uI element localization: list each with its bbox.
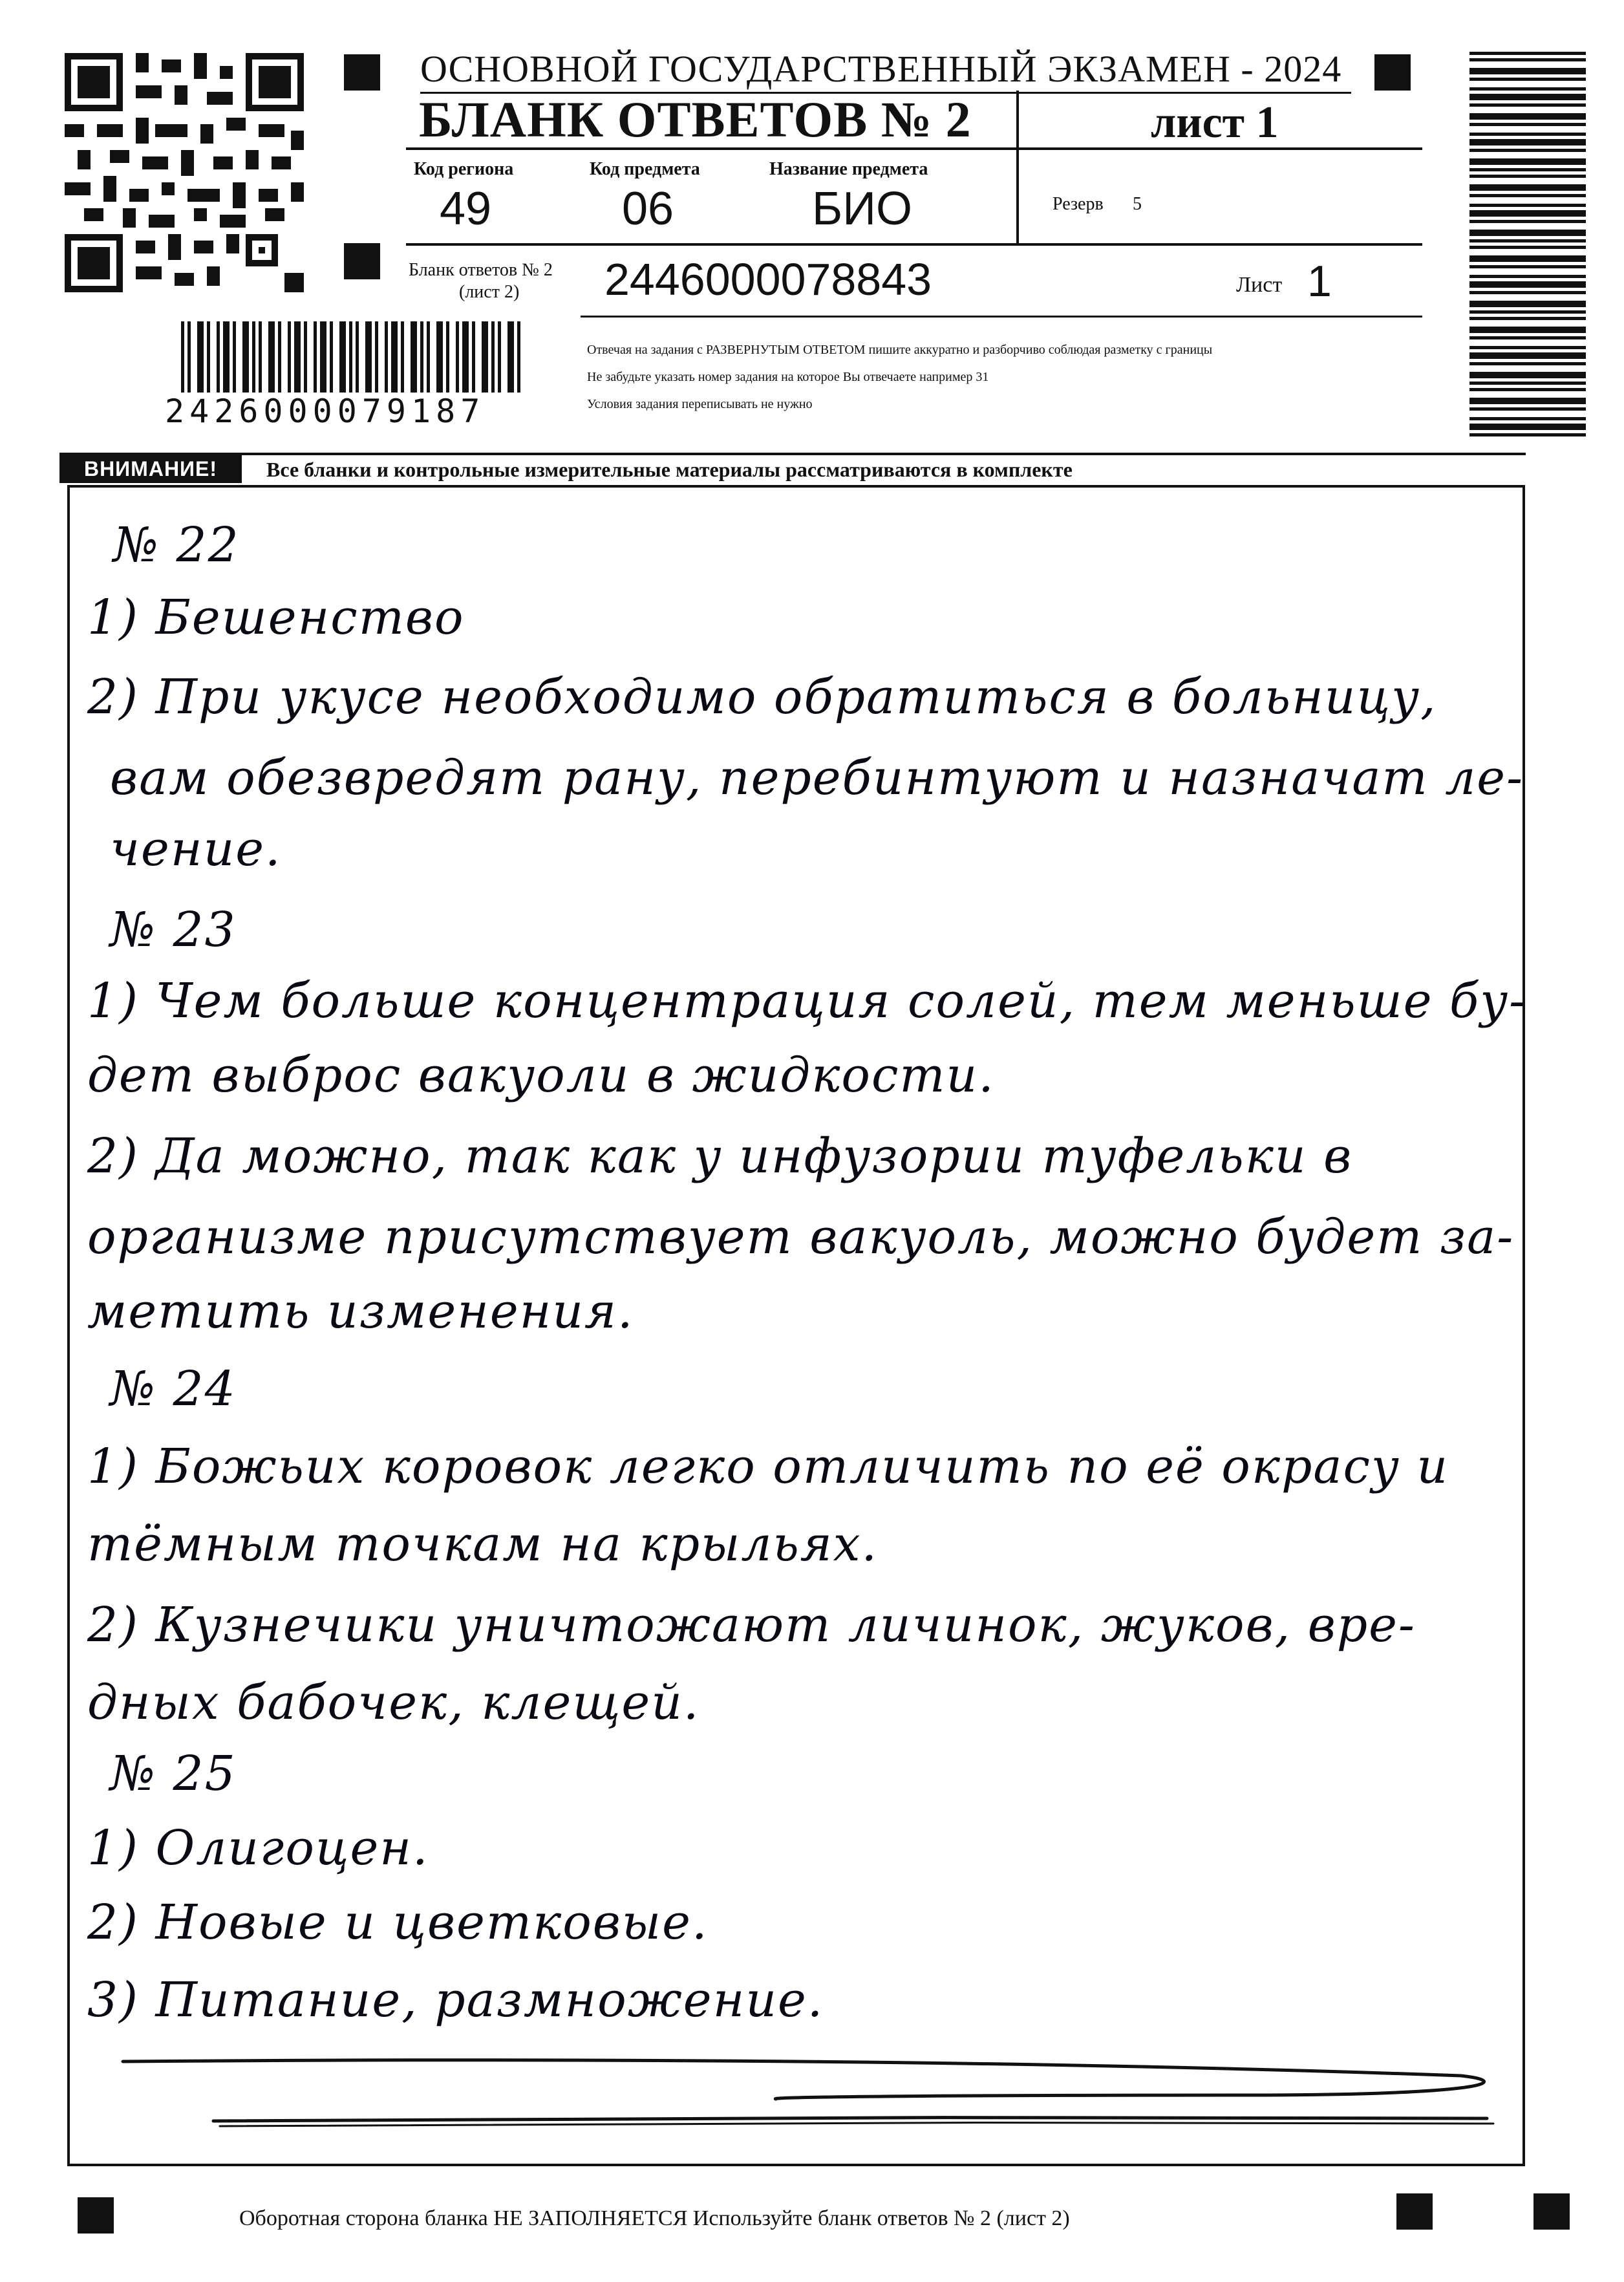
form-label-line1: Бланк ответов № 2 (409, 260, 553, 280)
header-rule-1 (406, 147, 1422, 150)
answer-line: № 22 (113, 517, 240, 573)
sheet-value: 1 (1307, 257, 1332, 306)
answer-line: 2) Новые и цветковые. (87, 1895, 709, 1950)
subject-name-value: БИО (812, 183, 913, 235)
sheet-label: Лист (1236, 273, 1283, 297)
exam-title: ОСНОВНОЙ ГОСУДАРСТВЕННЫЙ ЭКЗАМЕН - 2024 (420, 47, 1351, 94)
answer-line: № 24 (110, 1361, 237, 1417)
registration-mark-top-right (1374, 54, 1411, 91)
barcode-number: 2426000079187 (165, 393, 540, 430)
registration-mark-bottom-left (78, 2197, 114, 2234)
answer-line: метить изменения. (87, 1284, 634, 1339)
answer-line: 1) Олигоцен. (87, 1820, 429, 1876)
registration-mark-top-left (344, 54, 380, 91)
reserve-value: 5 (1133, 194, 1142, 214)
header-rule-3 (581, 316, 1422, 318)
answer-line: дет выброс вакуоли в жидкости. (87, 1048, 995, 1103)
closing-pen-stroke (116, 2056, 1506, 2140)
answer-line: 1) Бешенство (87, 590, 465, 645)
form-title: БЛАНК ОТВЕТОВ № 2 (419, 91, 972, 147)
region-value: 49 (440, 183, 492, 235)
answer-line: чение. (110, 821, 282, 877)
qr-code (65, 53, 304, 292)
answer-line: 1) Чем больше концентрация солей, тем меньше бу- (87, 973, 1527, 1029)
answer-line: 2) При укусе необходимо обратиться в больницу, (87, 669, 1437, 725)
footer-note: Оборотная сторона бланка НЕ ЗАПОЛНЯЕТСЯ Используйте бланк ответов № 2 (лист 2) (239, 2206, 1070, 2230)
attention-badge: ВНИМАНИЕ! (59, 455, 242, 483)
sheet-title: лист 1 (1151, 98, 1279, 147)
instruction-line-2: Не забудьте указать номер задания на которое Вы отвечаете например 31 (587, 370, 989, 384)
answer-line: организме присутствует вакуоль, можно будет за- (87, 1209, 1515, 1265)
registration-mark-mid-left (344, 243, 380, 279)
registration-mark-bottom-right-2 (1533, 2193, 1570, 2230)
header-divider (1016, 91, 1019, 244)
answer-line: дных бабочек, клещей. (87, 1675, 700, 1730)
attention-text: Все бланки и контрольные измерительные материалы рассматриваются в комплекте (266, 458, 1073, 481)
answer-line: 3) Питание, размножение. (87, 1972, 824, 2028)
subject-name-label: Название предмета (769, 159, 928, 179)
form-label-line2: (лист 2) (459, 282, 520, 302)
subject-code-label: Код предмета (590, 159, 700, 179)
answer-line: 2) Да можно, так как у инфузории туфельки в (87, 1128, 1353, 1184)
header-rule-2 (406, 243, 1422, 246)
answer-line: вам обезвредят рану, перебинтуют и назначат ле- (110, 750, 1524, 806)
answer-line: № 23 (110, 902, 237, 958)
answer-line: 1) Божьих коровок легко отличить по её окрасу и (87, 1439, 1449, 1494)
answer-line: № 25 (110, 1746, 237, 1802)
barcode-vertical (1469, 52, 1586, 436)
answer-line: 2) Кузнечики уничтожают личинок, жуков, вре- (87, 1597, 1416, 1653)
region-label: Код региона (414, 159, 514, 179)
registration-mark-bottom-right-1 (1396, 2193, 1433, 2230)
reserve-label: Резерв (1052, 194, 1104, 214)
instruction-line-1: Отвечая на задания с РАЗВЕРНУТЫМ ОТВЕТОМ пишите аккуратно и разборчиво соблюдая разметку с границы (587, 343, 1213, 357)
form-number: 2446000078843 (604, 254, 932, 305)
instruction-line-3: Условия задания переписывать не нужно (587, 397, 813, 411)
subject-code-value: 06 (622, 183, 674, 235)
answer-line: тёмным точкам на крыльях. (87, 1516, 879, 1572)
